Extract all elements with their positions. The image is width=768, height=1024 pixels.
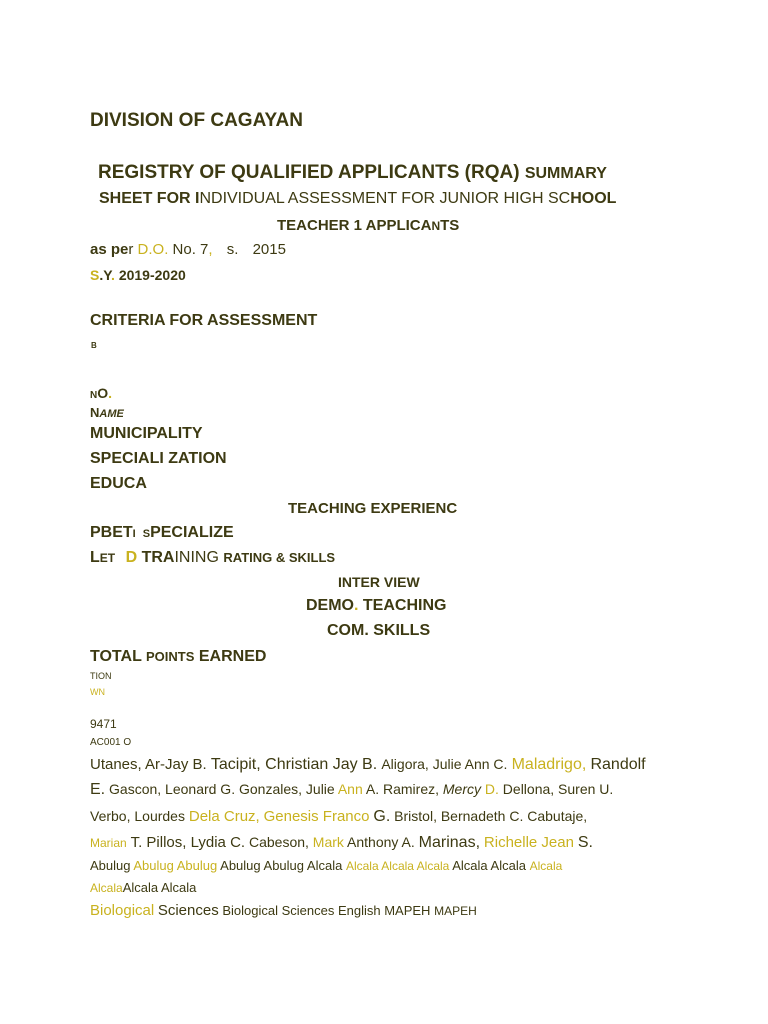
total-points-label [90,649,266,665]
criteria-b: B [91,341,97,350]
record-code-1: 9471 [90,717,117,731]
pbet-s: S [142,528,151,540]
as-per-no: No. 7 [168,241,209,258]
names-line-4 [90,835,593,851]
demo-a: DEMO [306,597,354,614]
pbet-label [90,525,234,541]
names-3-a: Verbo, Lourdes [90,808,185,824]
title-main: REGISTRY OF QUALIFIED APPLICANTS (RQA) [98,162,520,183]
title-3-c: TS [440,217,460,234]
no-n: N [90,390,98,401]
division-heading: DIVISION OF CAGAYAN [90,110,303,131]
names-4-b: T. Pillos, Lydia C. [130,834,246,851]
rating-skills: RATING & SKILLS [223,550,336,565]
muni-1-f: Alcala [529,859,563,873]
title-line-3 [277,218,459,233]
title-3-a: TEACHER 1 APPLICA [277,217,432,234]
demo-teaching-label [306,598,446,614]
pbet-rest: PECIALIZE [150,524,234,541]
muni-1-d: Alcala Alcala Alcala [345,859,450,873]
let-l: L [90,549,100,566]
names-3-c: Genesis Franco [263,808,370,825]
spec-b: Sciences [157,902,219,919]
names-3-e: Bristol, Bernadeth C. Cabutaje, [394,808,588,824]
names-2-c: Gonzales, Julie [238,781,335,797]
municipality-line-1 [90,859,562,872]
names-1-b: Tacipit, Christian Jay B. [210,756,378,773]
names-line-1 [90,757,646,773]
title-2-c: HOOL [570,190,617,207]
names-line-2 [90,782,613,798]
names-1-e: Randolf [590,756,646,773]
com-skills-label: COM. SKILLS [327,622,431,639]
muni-2-a: Alcala [90,881,123,895]
spec-d: MAPEH [434,904,477,918]
wn-label: WN [90,687,105,697]
no-dot: . [108,385,113,401]
names-2-d: Ann [337,781,363,797]
name-rest: AME [99,408,124,420]
title-2-b: NDIVIDUAL ASSESSMENT FOR JUNIOR HIGH SC [199,190,571,207]
as-per-line [90,242,286,257]
let-training-label [90,550,335,566]
names-4-c: Cabeson, [248,834,309,850]
names-3-d: G. [373,808,391,825]
let-tra: TRA [141,549,175,566]
as-per-s: s. [226,241,239,258]
pbet-i: I [132,528,136,540]
muni-1-c: Abulug Abulug Alcala [220,858,343,873]
names-4-h: S. [577,834,593,851]
record-code-2: AC001 O [90,737,132,748]
interview-label: INTER VIEW [338,574,420,590]
no-o: O [97,385,109,401]
no-label [90,386,112,401]
as-per-comma: , [208,241,213,258]
spec-a: Biological [90,902,155,919]
names-4-e: Anthony A. [347,834,415,850]
specialization-label: SPECIALI ZATION [90,450,227,467]
names-2-b: Gascon, Leonard G. [109,781,236,797]
let-ining: INING [174,549,219,566]
sy-y: .Y [99,267,112,283]
names-2-e: A. Ramirez, [365,781,439,797]
muni-2-b: Alcala Alcala [122,880,197,895]
spec-c: Biological Sciences English MAPEH [222,903,431,918]
names-1-d: Maladrigo, [511,756,587,773]
name-label [90,406,124,420]
sy-s: S [90,267,100,283]
let-d: D [125,549,138,566]
demo-teaching: TEACHING [362,597,447,614]
names-3-b: Dela Cruz, [188,808,260,825]
names-line-3 [90,809,587,825]
title-line-2 [99,191,616,207]
names-2-g: D. [484,781,499,797]
names-4-g: Richelle Jean [483,834,574,851]
sy-dot: . [111,267,115,283]
total-c: EARNED [198,648,267,665]
title-3-b: N [431,219,441,233]
school-year-line [90,268,186,282]
demo-dot: . [354,597,359,614]
names-2-a: E. [90,781,106,798]
names-2-f: Mercy [442,781,482,797]
total-a: TOTAL [90,648,142,665]
as-per-b: r [128,241,138,258]
names-4-a: Marian [90,836,127,850]
education-label: EDUCA [90,475,147,492]
pbet-a: PBET [90,524,133,541]
names-2-h: Dellona, Suren U. [502,781,614,797]
as-per-a: as pe [90,241,129,258]
municipality-line-2 [90,881,196,894]
total-b: POINTS [146,649,195,664]
specialization-line [90,903,477,918]
title-summary: SUMMARY [524,165,607,182]
teaching-experience-label: TEACHING EXPERIENC [288,500,458,517]
title-line-1 [98,163,607,182]
names-1-c: Aligora, Julie Ann C. [381,756,508,772]
tion-label: TION [90,671,112,681]
title-2-a: SHEET FOR I [99,190,200,207]
let-et: ET [99,551,116,565]
as-per-do: D.O. [137,241,169,258]
names-4-f: Marinas, [418,834,481,851]
criteria-heading: CRITERIA FOR ASSESSMENT [90,312,318,329]
municipality-label: MUNICIPALITY [90,425,203,442]
name-n: N [90,405,100,420]
names-4-d: Mark [312,834,344,850]
muni-1-e: Alcala Alcala [452,858,526,873]
muni-1-b: Abulug Abulug [133,858,218,873]
muni-1-a: Abulug [90,858,131,873]
names-1-a: Utanes, Ar-Jay B. [90,756,207,773]
as-per-year: 2015 [252,241,286,258]
sy-value: 2019-2020 [118,267,186,283]
